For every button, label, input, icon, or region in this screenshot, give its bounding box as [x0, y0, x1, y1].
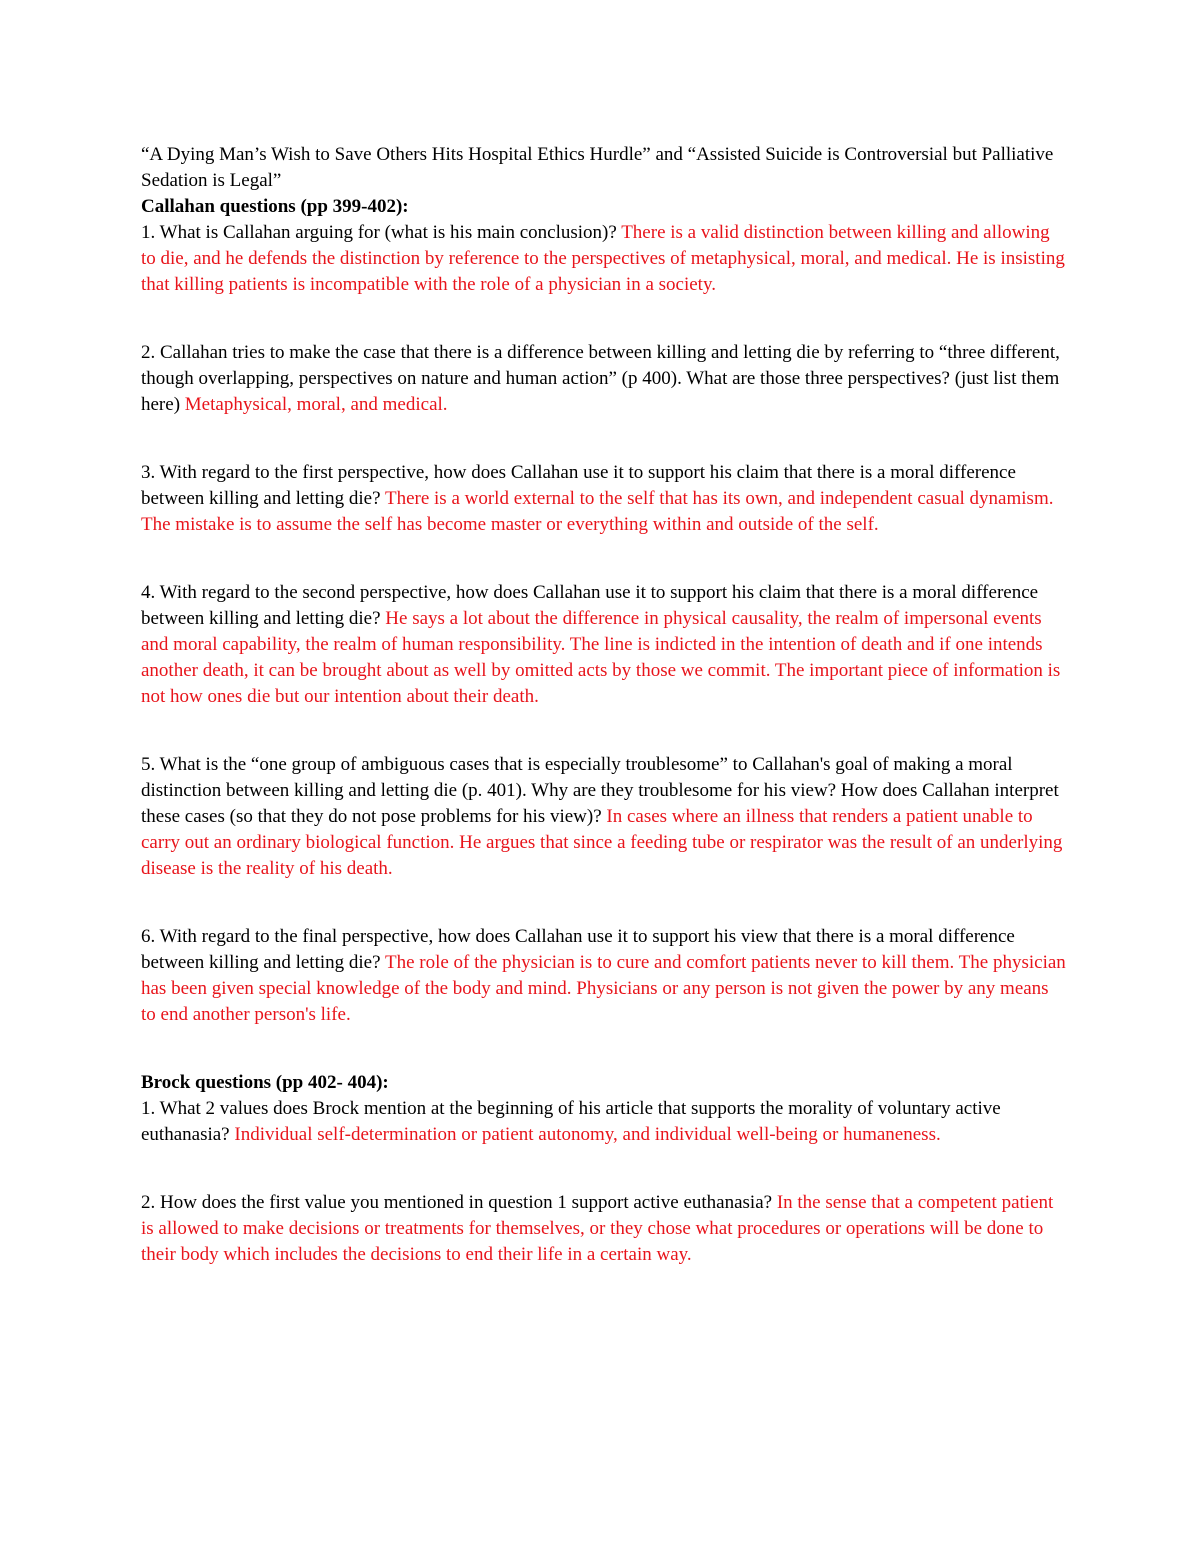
- answer-text: The role of the physician is to cure and comfort patients never to kill them. The physician has been given special knowledge of the body and mind. Physicians or any person is not given the power by any means to end another person's life.: [141, 952, 1066, 1025]
- qa-item-callahan-3: [141, 460, 1066, 538]
- answer-text: In cases where an illness that renders a patient unable to carry out an ordinary biological function. He argues that since a feeding tube or respirator was the result of an underlying disease is the reality of his death.: [141, 806, 1063, 879]
- qa-item-callahan-2: [141, 340, 1066, 418]
- question-text: 1. What 2 values does Brock mention at the beginning of his article that supports the morality of voluntary active euthanasia?: [141, 1098, 1001, 1145]
- answer-text: Individual self-determination or patient autonomy, and individual well-being or humaneness.: [234, 1124, 941, 1145]
- qa-item-brock-2: [141, 1190, 1066, 1268]
- qa-item-callahan-6: [141, 924, 1066, 1028]
- qa-item-brock-1: [141, 1096, 1066, 1148]
- answer-text: He says a lot about the difference in physical causality, the realm of impersonal events and moral capability, the realm of human responsibility. The line is indicted in the intention of death and if one intends another death, it can be brought about as well by omitted acts by those we commit. The important piece of information is not how ones die but our intention about their death.: [141, 608, 1061, 707]
- question-text: 2. Callahan tries to make the case that there is a difference between killing and letting die by referring to “three different, though overlapping, perspectives on nature and human action” (p 400). What are those three perspectives? (just list them here): [141, 342, 1060, 415]
- qa-item-callahan-4: [141, 580, 1066, 710]
- section-heading-brock: Brock questions (pp 402- 404):: [141, 1072, 389, 1093]
- document-page: [141, 142, 1066, 1310]
- answer-text: Metaphysical, moral, and medical.: [184, 394, 448, 415]
- qa-item-callahan-1: [141, 220, 1066, 298]
- question-text: 3. With regard to the first perspective, how does Callahan use it to support his claim that there is a moral difference between killing and letting die?: [141, 462, 1016, 509]
- qa-item-callahan-5: [141, 752, 1066, 882]
- document-title: “A Dying Man’s Wish to Save Others Hits Hospital Ethics Hurdle” and “Assisted Suicide is Controversial but Palliative Sedation is Legal”: [141, 144, 1054, 191]
- question-text: 1. What is Callahan arguing for (what is his main conclusion)?: [141, 222, 617, 243]
- section-heading-callahan: Callahan questions (pp 399-402):: [141, 196, 409, 217]
- question-text: 5. What is the “one group of ambiguous cases that is especially troublesome” to Callahan's goal of making a moral distinction between killing and letting die (p. 401). Why are they troublesome for his view? How does Callahan interpret these cases (so that they do not pose problems for his view)?: [141, 754, 1059, 827]
- answer-text: There is a world external to the self that has its own, and independent casual dynamism. The mistake is to assume the self has become master or everything within and outside of the self.: [141, 488, 1054, 535]
- question-text: 6. With regard to the final perspective, how does Callahan use it to support his view that there is a moral difference between killing and letting die?: [141, 926, 1015, 973]
- question-text: 4. With regard to the second perspective, how does Callahan use it to support his claim that there is a moral difference between killing and letting die?: [141, 582, 1039, 629]
- question-text: 2. How does the first value you mentioned in question 1 support active euthanasia?: [141, 1192, 773, 1213]
- answer-text: In the sense that a competent patient is allowed to make decisions or treatments for themselves, or they chose what procedures or operations will be done to their body which includes the decisions to end their life in a certain way.: [141, 1192, 1054, 1265]
- answer-text: There is a valid distinction between killing and allowing to die, and he defends the distinction by reference to the perspectives of metaphysical, moral, and medical. He is insisting that killing patients is incompatible with the role of a physician in a society.: [141, 222, 1065, 295]
